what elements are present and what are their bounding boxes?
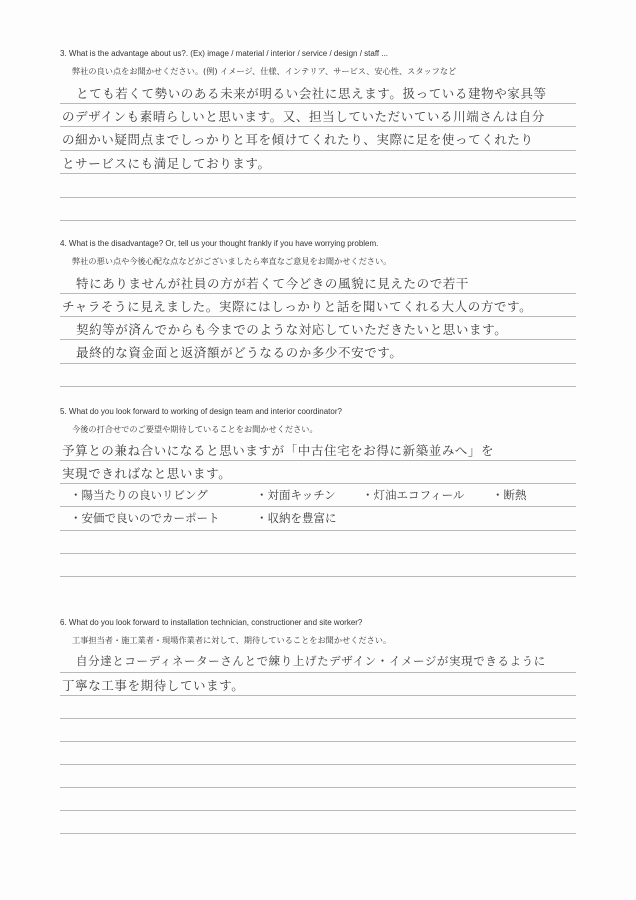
wish-item-insulation: ・断熱 [492, 488, 527, 502]
question-5-english: 5. What do you look forward to working of design team and interior coordinator? [60, 407, 342, 416]
writing-line [60, 363, 576, 364]
writing-line [60, 460, 576, 461]
wish-item-carport: ・安価で良いのでカーポート [70, 511, 220, 525]
answer-3-line-2: のデザインも素晴らしいと思います。又、担当していただいている川端さんは自分 [62, 109, 545, 124]
answer-4-line-4: 最終的な資金面と返済額がどうなるのか多少不安です。 [76, 345, 403, 360]
answer-6-line-1: 自分達とコーディネーターさんとで練り上げたデザイン・イメージが実現できるように [76, 654, 546, 668]
answer-4-line-3: 契約等が済んでからも今までのような対応していただきたいと思います。 [76, 322, 508, 337]
writing-line [60, 810, 576, 811]
writing-line [60, 103, 576, 104]
writing-line [60, 741, 576, 742]
writing-line [60, 483, 576, 484]
question-4-japanese: 弊社の悪い点や今後心配な点などがございましたら率直なご意見をお聞かせください。 [72, 256, 392, 266]
writing-line [60, 197, 576, 198]
answer-4-line-2: チャラそうに見えました。実際にはしっかりと話を聞いてくれる大人の方です。 [62, 299, 533, 314]
writing-line [60, 833, 576, 834]
writing-line [60, 787, 576, 788]
writing-line [60, 672, 576, 673]
writing-line [60, 553, 576, 554]
writing-line [60, 576, 576, 577]
answer-5-line-1: 予算との兼ね合いになると思いますが「中古住宅をお得に新築並みへ」を [62, 443, 495, 458]
answer-3-line-4: とサービスにも満足しております。 [62, 156, 271, 171]
question-3-japanese: 弊社の良い点をお聞かせください。(例) イメージ、仕様、インテリア、サービス、安心性、スタッフなど [72, 66, 457, 76]
wish-item-storage: ・収納を豊富に [256, 511, 337, 525]
answer-3-line-3: の細かい疑問点までしっかりと耳を傾けてくれたり、実際に足を使ってくれたり [62, 132, 534, 147]
writing-line [60, 506, 576, 507]
writing-line [60, 386, 576, 387]
answer-3-line-1: とても若くて勢いのある未来が明るい会社に思えます。扱っている建物や家具等 [76, 86, 547, 101]
answer-6-line-2: 丁寧な工事を期待しています。 [62, 678, 245, 693]
writing-line [60, 339, 576, 340]
answer-5-line-2: 実現できればなと思います。 [62, 466, 232, 481]
writing-line [60, 126, 576, 127]
wish-item-kitchen: ・対面キッチン [256, 488, 336, 502]
writing-line [60, 150, 576, 151]
writing-line [60, 173, 576, 174]
writing-line [60, 695, 576, 696]
question-5-japanese: 今後の打合せでのご要望や期待していることをお聞かせください。 [72, 424, 318, 434]
question-6-english: 6. What do you look forward to installation technician, constructioner and site worker? [60, 618, 363, 627]
writing-line [60, 293, 576, 294]
question-3-english: 3. What is the advantage about us?. (Ex) image / material / interior / service / design / staff ... [60, 49, 389, 58]
question-4-english: 4. What is the disadvantage? Or, tell us your thought frankly if you have worrying problem. [60, 239, 379, 248]
writing-line [60, 764, 576, 765]
wish-item-eco-feel: ・灯油エコフィール [362, 488, 465, 502]
writing-line [60, 316, 576, 317]
writing-line [60, 718, 576, 719]
question-6-japanese: 工事担当者・施工業者・現場作業者に対して、期待していることをお聞かせください。 [72, 635, 392, 645]
answer-4-line-1: 特にありませんが社員の方が若くて今どきの風貌に見えたので若干 [76, 276, 470, 291]
writing-line [60, 220, 576, 221]
writing-line [60, 530, 576, 531]
wish-item-sunny-living: ・陽当たりの良いリビング [70, 488, 208, 502]
